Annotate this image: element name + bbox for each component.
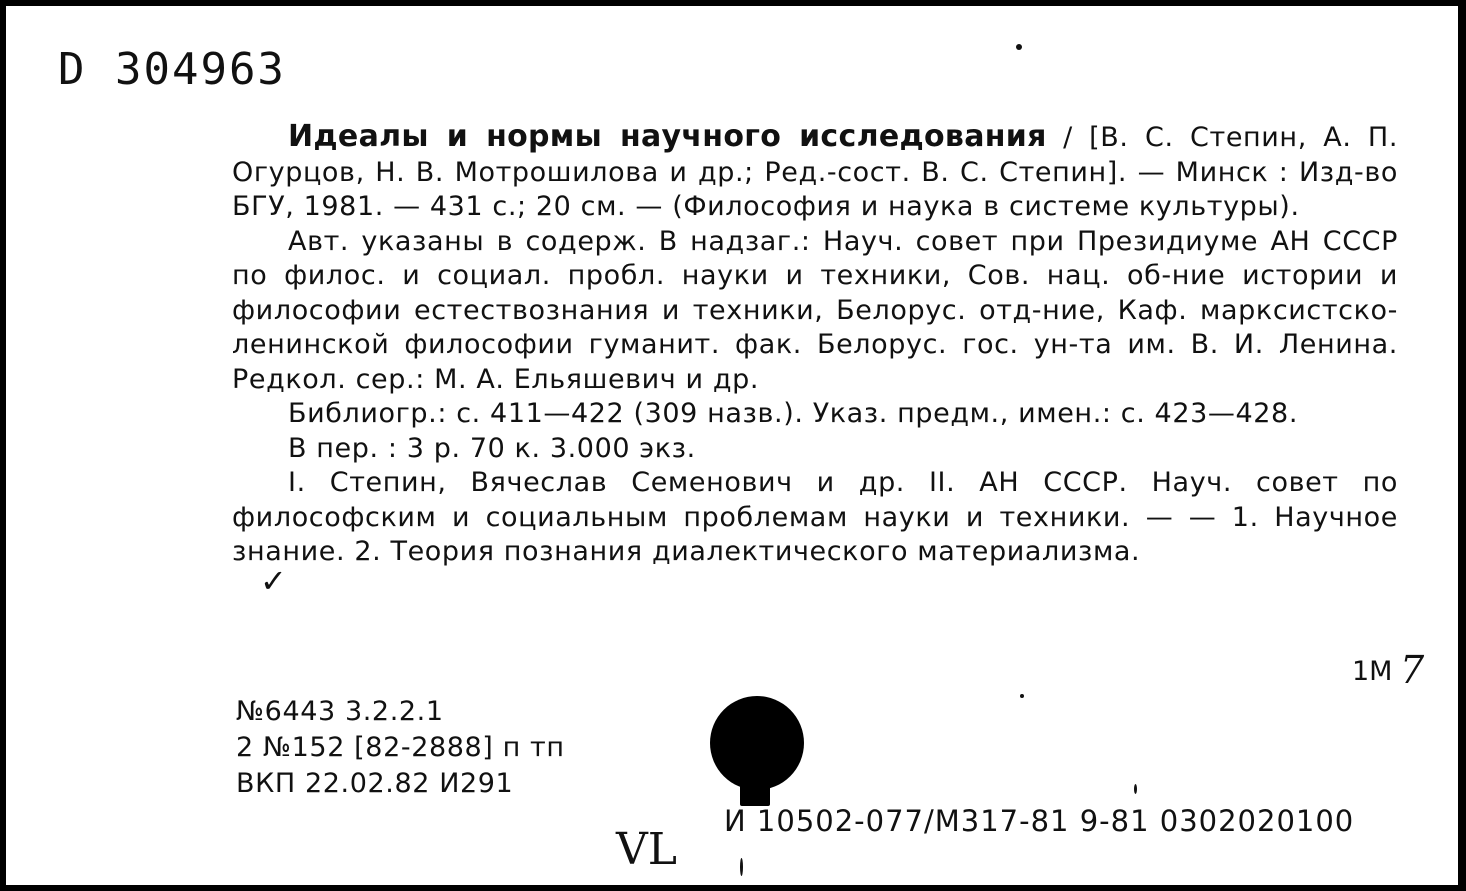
registration-block: [236, 694, 565, 802]
register-line: 2 №152 [82-2888] п тп: [236, 732, 565, 763]
authors-note: Авт. указаны в содерж. В надзаг.: Науч. совет при Президиуме АН СССР по филос. и социал. пробл. науки и техники, Сов. нац. об-ние истории и философии естествознания и техники, Белорус. отд-ние, Каф. марксистско-ленинской философии гуманит. фак. Белорус. гос. ун-та им. В. И. Ленина. Редкол. сер.: М. А. Ельяшевич и др.: [232, 225, 1398, 395]
speck: [1016, 44, 1022, 50]
tracings: I. Степин, Вячеслав Семенович и др. II. АН СССР. Науч. совет по философским и социальным проблемам науки и техники. — — 1. Научное знание. 2. Теория познания диалектического материализма.: [232, 467, 1398, 567]
catalog-card: [6, 6, 1458, 885]
check-mark-icon: ✓: [260, 562, 287, 600]
responsibility-statement: / [В. С. Степин, А. П. Огурцов, Н. В. Мотрошилова и др.; Ред.-сост. В. С. Степин]. — Минск : Изд-во БГУ, 1981. — 431 с.; 20 см. — (Философия и наука в системе культуры).: [232, 122, 1399, 222]
register-line: №6443 3.2.2.1: [236, 696, 444, 727]
bibliography-note: Библиогр.: с. 411—422 (309 назв.). Указ. предм., имен.: с. 423—428.: [288, 398, 1299, 429]
index-line: И 10502-077/М317-81 9-81 0302020100: [724, 804, 1355, 838]
speck: [740, 858, 743, 876]
class-code-mark: 7: [1400, 648, 1425, 692]
record-heading: [232, 120, 1398, 225]
speck: [1020, 694, 1024, 698]
book-title: Идеалы и нормы научного исследования: [288, 119, 1047, 154]
price-line: В пер. : 3 р. 70 к. 3.000 экз.: [288, 432, 696, 464]
handwritten-mark: VL: [616, 824, 677, 875]
call-number: D 304963: [58, 44, 286, 95]
speck: [1134, 784, 1137, 794]
register-line: ВКП 22.02.82 И291: [236, 768, 514, 799]
punch-hole-tail: [740, 776, 770, 806]
class-code: 1М: [1352, 656, 1393, 687]
bibliographic-record: [232, 120, 1398, 570]
